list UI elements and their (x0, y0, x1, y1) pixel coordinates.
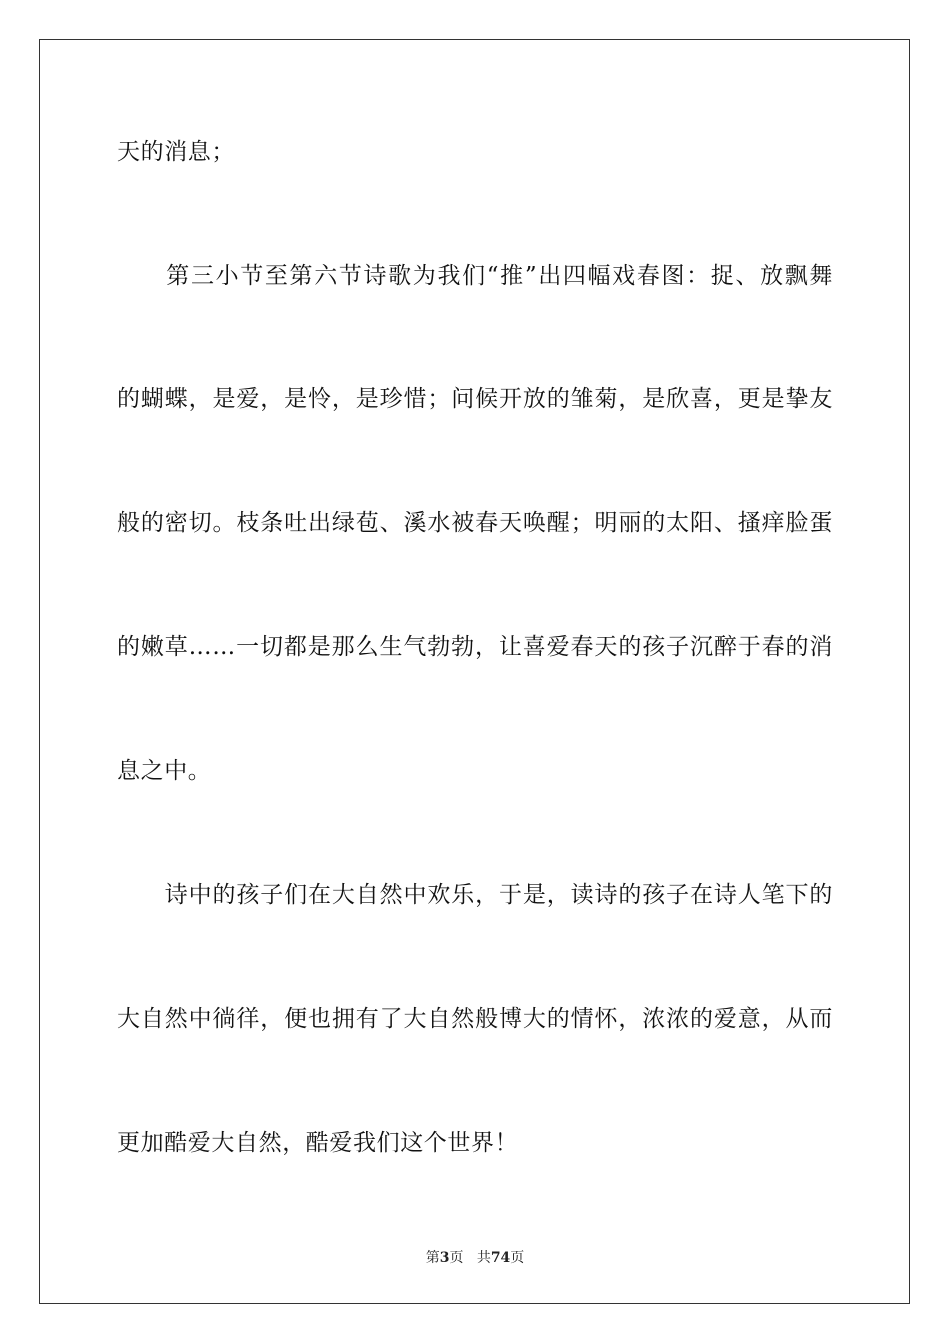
page-border (39, 39, 910, 1304)
text-line: 息之中。 (117, 758, 212, 784)
page-suffix: 页 (449, 1250, 464, 1266)
page-footer (0, 1249, 950, 1267)
page-prefix: 第 (425, 1250, 440, 1266)
text-line: 更加酷爱大自然，酷爱我们这个世界！ (117, 1130, 519, 1156)
text-line: 的蝴蝶，是爱，是怜，是珍惜；问候开放的雏菊，是欣喜，更是挚友 (117, 386, 833, 412)
total-prefix: 共 (476, 1250, 491, 1266)
text-line: 的嫩草……一切都是那么生气勃勃，让喜爱春天的孩子沉醉于春的消 (117, 634, 833, 660)
paragraph-start-line: 第三小节至第六节诗歌为我们“推”出四幅戏春图：捉、放飘舞 (117, 263, 833, 289)
paragraph-start-line: 诗中的孩子们在大自然中欢乐，于是，读诗的孩子在诗人笔下的 (117, 882, 833, 908)
total-suffix: 页 (510, 1250, 525, 1266)
total-pages: 74 (490, 1250, 511, 1266)
text-line: 般的密切。枝条吐出绿苞、溪水被春天唤醒；明丽的太阳、搔痒脸蛋 (117, 510, 833, 536)
text-line: 大自然中徜徉，便也拥有了大自然般博大的情怀，浓浓的爱意，从而 (117, 1006, 833, 1032)
page-number: 3 (439, 1250, 450, 1266)
text-line: 天的消息； (117, 139, 235, 165)
